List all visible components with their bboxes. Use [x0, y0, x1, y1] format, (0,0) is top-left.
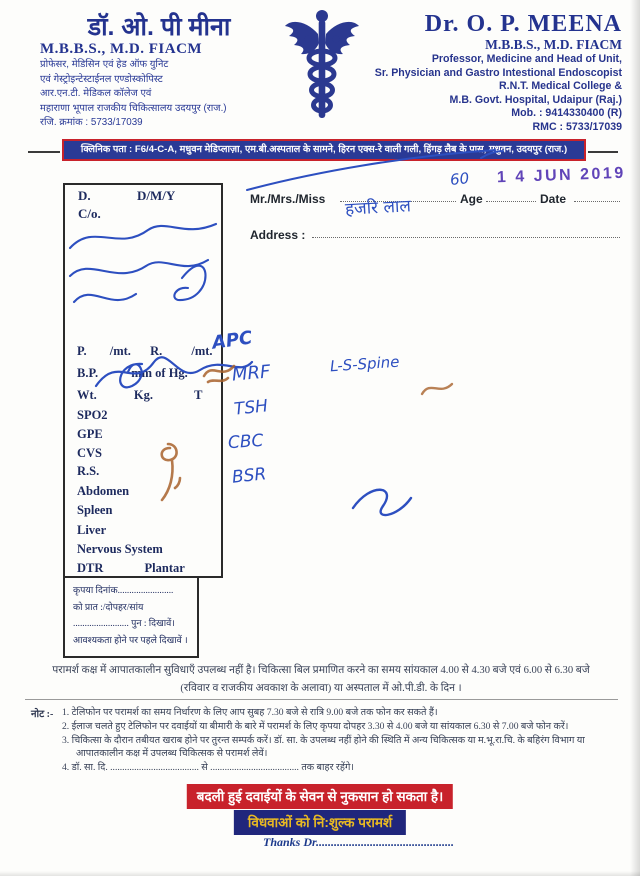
revisit-line: आवश्यकता होने पर पहले दिखावें ।: [73, 635, 188, 646]
scan-edge: [630, 0, 640, 876]
credential-line: एवं गेस्ट्रोइन्टेस्टाईनल एण्डोस्कोपिस्ट: [40, 73, 163, 85]
age-handwriting: 60: [449, 169, 470, 189]
notes-list: [62, 706, 618, 775]
dmy-label: D/M/Y: [137, 188, 176, 203]
rx-note-handwriting: TSH: [233, 396, 269, 420]
vital-row-spo2: SPO2: [77, 408, 108, 422]
divider: [25, 699, 618, 700]
doctor-degrees-hindi-block: M.B.B.S., M.D. FIACM: [40, 41, 203, 58]
date-field[interactable]: [574, 188, 620, 202]
revisit-line: कृपया दिनांक........................: [73, 586, 174, 596]
clinic-address-bar: क्लिनिक पता : F6/4-C-A, मधुवन मेडिप्लाज़ा, एम.बी.अस्पताल के सामने, हिरन एक्स-रे वाली गली, हिंगड़ लैब के पास, मधुवन, उदयपुर (राज.): [62, 139, 586, 161]
revisit-box: [63, 578, 199, 658]
decorative-dash-left: [28, 151, 60, 153]
plantar-label: Plantar: [144, 561, 185, 575]
notes-heading: नोट :-: [31, 709, 54, 720]
kg-label: Kg.: [133, 388, 154, 402]
bp-label: B.P.: [77, 366, 99, 380]
resp-label: R.: [150, 344, 163, 358]
credential-line: Sr. Physician and Gastro Intestional Endoscopist: [374, 66, 622, 79]
note-item: 3. चिकित्सा के दौरान तबीयत खराब होने पर तुरन्त सम्पर्क करें। डॉ. सा. के उपलब्ध नहीं होने की स्थिति में अन्य चिकित्सक या म.भू.रा.चि. के बहिरंग विभाग या आपातकालीन कक्ष में उपलब्ध चिकित्सक से परामर्श लेवें।: [62, 734, 585, 760]
address-label: Address :: [250, 228, 306, 242]
credential-line: प्रोफेसर, मेडिसिन एवं हेड ऑफ युनिट: [40, 59, 169, 71]
vital-row-gpe: GPE: [77, 427, 103, 441]
ink-stain: [150, 438, 186, 504]
vital-row-cvs: CVS: [77, 446, 103, 460]
vital-row-nervous: Nervous System: [77, 542, 163, 556]
credential-line: M.B. Govt. Hospital, Udaipur (Raj.): [449, 93, 622, 106]
rmc-number: RMC : 5733/17039: [532, 120, 622, 133]
rx-note-handwriting: APC: [210, 327, 254, 354]
resp-unit: /mt.: [191, 344, 213, 358]
doctor-name-hindi: डॉ. ओ. पी मीना: [87, 13, 231, 41]
bp-unit: mm of Hg.: [131, 366, 188, 380]
d-label: D.: [78, 188, 91, 203]
mobile-number: Mob. : 9414330400 (R): [511, 107, 622, 120]
notice-line: (रविवार व राजकीय अवकाश के अलावा) या अस्पताल में ओ.पी.डी. के दिन ।: [180, 683, 462, 694]
credential-line: Professor, Medicine and Head of Unit,: [431, 53, 622, 65]
rx-note-handwriting: CBC: [227, 430, 265, 454]
co-label: C/o.: [78, 206, 101, 221]
vital-row-spleen: Spleen: [77, 503, 113, 517]
date-stamp: 1 4 JUN 2019: [496, 164, 626, 187]
note-item: 4. डॉ. सा. दि. ..................................... से ..................................... तक बाहर रहेंगे।: [62, 762, 354, 774]
weight-label: Wt.: [77, 388, 97, 402]
signature-scribble: [345, 480, 415, 522]
rx-note-handwriting: MRF: [231, 361, 272, 386]
vital-row-abdomen: Abdomen: [77, 484, 130, 498]
pulse-unit: /mt.: [109, 344, 131, 358]
rx-note-handwriting: BSR: [231, 464, 268, 488]
credential-line: आर.एन.टी. मेडिकल कॉलेज एवं: [40, 88, 152, 100]
revisit-line: को प्रात :/दोपहर/सांय: [73, 602, 144, 613]
credential-line: महाराणा भूपाल राजकीय चिकित्सालय उदयपुर (राज.): [40, 102, 227, 114]
warning-banner: बदली हुई दवाईयों के सेवन से नुकसान हो सकता है।: [187, 784, 453, 809]
doctor-degrees-english: M.B.B.S., M.D. FIACM: [485, 37, 622, 52]
decorative-dash-right: [588, 151, 618, 153]
vital-row-liver: Liver: [77, 523, 107, 537]
vital-row-dtr: [77, 561, 185, 576]
age-label: Age: [460, 192, 483, 206]
dtr-label: DTR: [77, 561, 104, 575]
date-label: Date: [540, 192, 567, 206]
pen-stroke-scribble: [245, 148, 505, 192]
patient-name-label: Mr./Mrs./Miss: [250, 192, 326, 206]
temp-label: T: [194, 388, 203, 402]
doctor-header-hindi: [40, 14, 278, 131]
doctor-header-english: [322, 12, 622, 135]
note-item: 2. ईलाज चलते हुए टेलिफोन पर दवाईयों या बीमारी के बारे में परामर्श के लिए कृपया दोपहर 3.30 से 4.00 बजे या सांयकाल 6.30 से 7.00 बजे फोन करें।: [62, 720, 569, 732]
credential-line: R.N.T. Medical College &: [498, 80, 622, 93]
address-field[interactable]: [312, 224, 620, 238]
registration-number: रजि. क्रमांक : 5733/17039: [40, 117, 143, 129]
vital-row-rs: R.S.: [77, 464, 100, 478]
free-consult-banner: विधवाओं को नि:शुल्क परामर्श: [234, 810, 406, 835]
notice-line: परामर्श कक्ष में आपातकालीन सुविधाएँ उपलब्ध नहीं है। चिकित्सा बिल प्रमाणित करने का समय सांयकाल 4.00 से 4.30 बजे एवं 6.00 से 6.30 बजे: [52, 665, 590, 676]
patient-name-handwriting: हजरि लाल: [344, 196, 412, 220]
ink-stain: [420, 376, 454, 402]
doctor-name-english: Dr. O. P. MEENA: [424, 11, 622, 37]
pulse-label: P.: [77, 344, 87, 358]
thanks-line: Thanks Dr..............................................: [263, 835, 455, 849]
revisit-line: ........................ पुन : दिखावें।: [73, 619, 175, 629]
co-handwriting-scribble: [66, 216, 224, 316]
rx-note-handwriting: L-S-Spine: [329, 352, 401, 376]
note-item: 1. टेलिफोन पर परामर्श का समय निर्धारण के लिए आप सुबह 7.30 बजे से रात्रि 9.00 बजे तक फोन कर सकते हैं।: [62, 707, 438, 718]
ink-stain: [200, 352, 240, 386]
scan-edge: [0, 871, 640, 876]
